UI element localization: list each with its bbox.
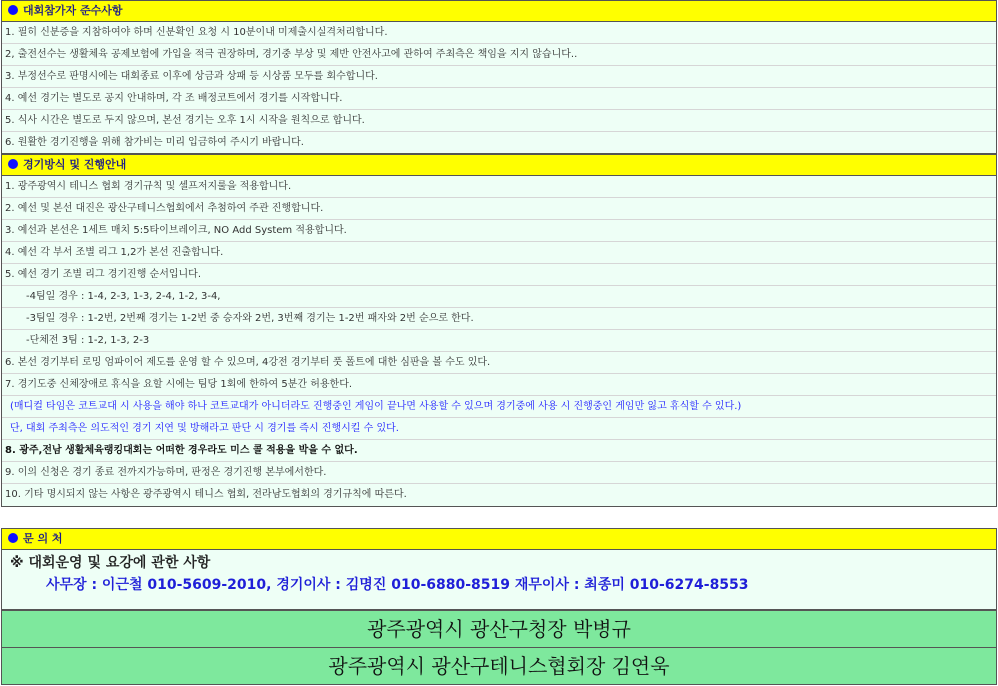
- footer-host-line: 광주광역시 광산구청장 박병규: [1, 610, 997, 648]
- bullet-dot-icon: [8, 159, 18, 169]
- inquiry-subtitle: ※ 대회운영 및 요강에 관한 사항: [10, 555, 211, 571]
- guide-item: 4. 예선 각 부서 조별 리그 1,2가 본선 진출합니다.: [2, 242, 996, 264]
- rules-title: 대회참가자 준수사항: [23, 4, 123, 17]
- guide-item: -단체전 3팀 : 1-2, 1-3, 2-3: [2, 330, 996, 352]
- guide-item: -4팀일 경우 : 1-4, 2-3, 1-3, 2-4, 1-2, 3-4,: [2, 286, 996, 308]
- rules-item: 5. 식사 시간은 별도로 두지 않으며, 본선 경기는 오후 1시 시작을 원칙으로 합니다.: [2, 110, 996, 132]
- bullet-dot-icon: [8, 5, 18, 15]
- inquiry-header: [2, 529, 996, 550]
- rules-item: 2, 출전선수는 생활체육 공제보험에 가입을 적극 권장하며, 경기중 부상 및 제반 안전사고에 관하여 주최측은 책임을 지지 않습니다..: [2, 44, 996, 66]
- guide-section: [1, 154, 997, 507]
- guide-item: 7. 경기도중 신체장애로 휴식을 요할 시에는 팀당 1회에 한하여 5분간 허용한다.: [2, 374, 996, 396]
- guide-item: 8. 광주,전남 생활체육랭킹대회는 어떠한 경우라도 미스 콜 적용을 박을 수 없다.: [2, 440, 996, 462]
- guide-item-note: (매디컬 타임은 코트교대 시 사용을 해야 하나 코트교대가 아니더라도 진행중인 게임이 끝나면 사용할 수 있으며 경기중에 사용 시 진행중인 게임만 잃고 휴식할 수 있다.): [2, 396, 996, 418]
- bullet-dot-icon: [8, 533, 18, 543]
- footer-association-line: 광주광역시 광산구테니스협회장 김연욱: [1, 647, 997, 685]
- guide-item: 5. 예선 경기 조별 리그 경기진행 순서입니다.: [2, 264, 996, 286]
- guide-item-note: 단, 대회 주최측은 의도적인 경기 지연 및 방해라고 판단 시 경기를 즉시 진행시킬 수 있다.: [2, 418, 996, 440]
- guide-item: 9. 이의 신청은 경기 종료 전까지가능하며, 판정은 경기진행 본부에서한다.: [2, 462, 996, 484]
- rules-header: [2, 1, 996, 22]
- guide-item: 10. 기타 명시되지 않는 사항은 광주광역시 테니스 협회, 전라남도협회의 경기규칙에 따른다.: [5, 489, 407, 500]
- guide-header: [2, 155, 996, 176]
- guide-item: 3. 예선과 본선은 1세트 매치 5:5타이브레이크, NO Add System 적용합니다.: [2, 220, 996, 242]
- rules-item: 1. 필히 신분증을 지참하여야 하며 신분확인 요청 시 10분이내 미제출시실격처리합니다.: [2, 22, 996, 44]
- guide-item: 1. 광주광역시 테니스 협회 경기규칙 및 셀프저지룰을 적용합니다.: [2, 176, 996, 198]
- guide-item: -3팀일 경우 : 1-2번, 2번째 경기는 1-2번 중 승자와 2번, 3번째 경기는 1-2번 패자와 2번 순으로 한다.: [2, 308, 996, 330]
- rules-item: 4. 예선 경기는 별도로 공지 안내하며, 각 조 배정코트에서 경기를 시작합니다.: [2, 88, 996, 110]
- inquiry-section: [1, 528, 997, 610]
- guide-item: 2. 예선 및 본선 대진은 광산구테니스협회에서 추첨하여 주관 진행합니다.: [2, 198, 996, 220]
- rules-item: 6. 원활한 경기진행을 위해 참가비는 미리 입금하여 주시기 바랍니다.: [5, 137, 304, 148]
- guide-title: 경기방식 및 진행안내: [23, 158, 127, 171]
- rules-item: 3. 부정선수로 판명시에는 대회종료 이후에 상금과 상패 등 시상품 모두를 회수합니다.: [2, 66, 996, 88]
- inquiry-title: 문 의 처: [23, 532, 63, 545]
- inquiry-contacts: 사무장 : 이근철 010-5609-2010, 경기이사 : 김명진 010-6880-8519 재무이사 : 최종미 010-6274-8553: [46, 577, 749, 593]
- rules-section: [1, 0, 997, 154]
- guide-item: 6. 본선 경기부터 로밍 엄파이어 제도를 운영 할 수 있으며, 4강전 경기부터 풋 폴트에 대한 심판을 볼 수도 있다.: [2, 352, 996, 374]
